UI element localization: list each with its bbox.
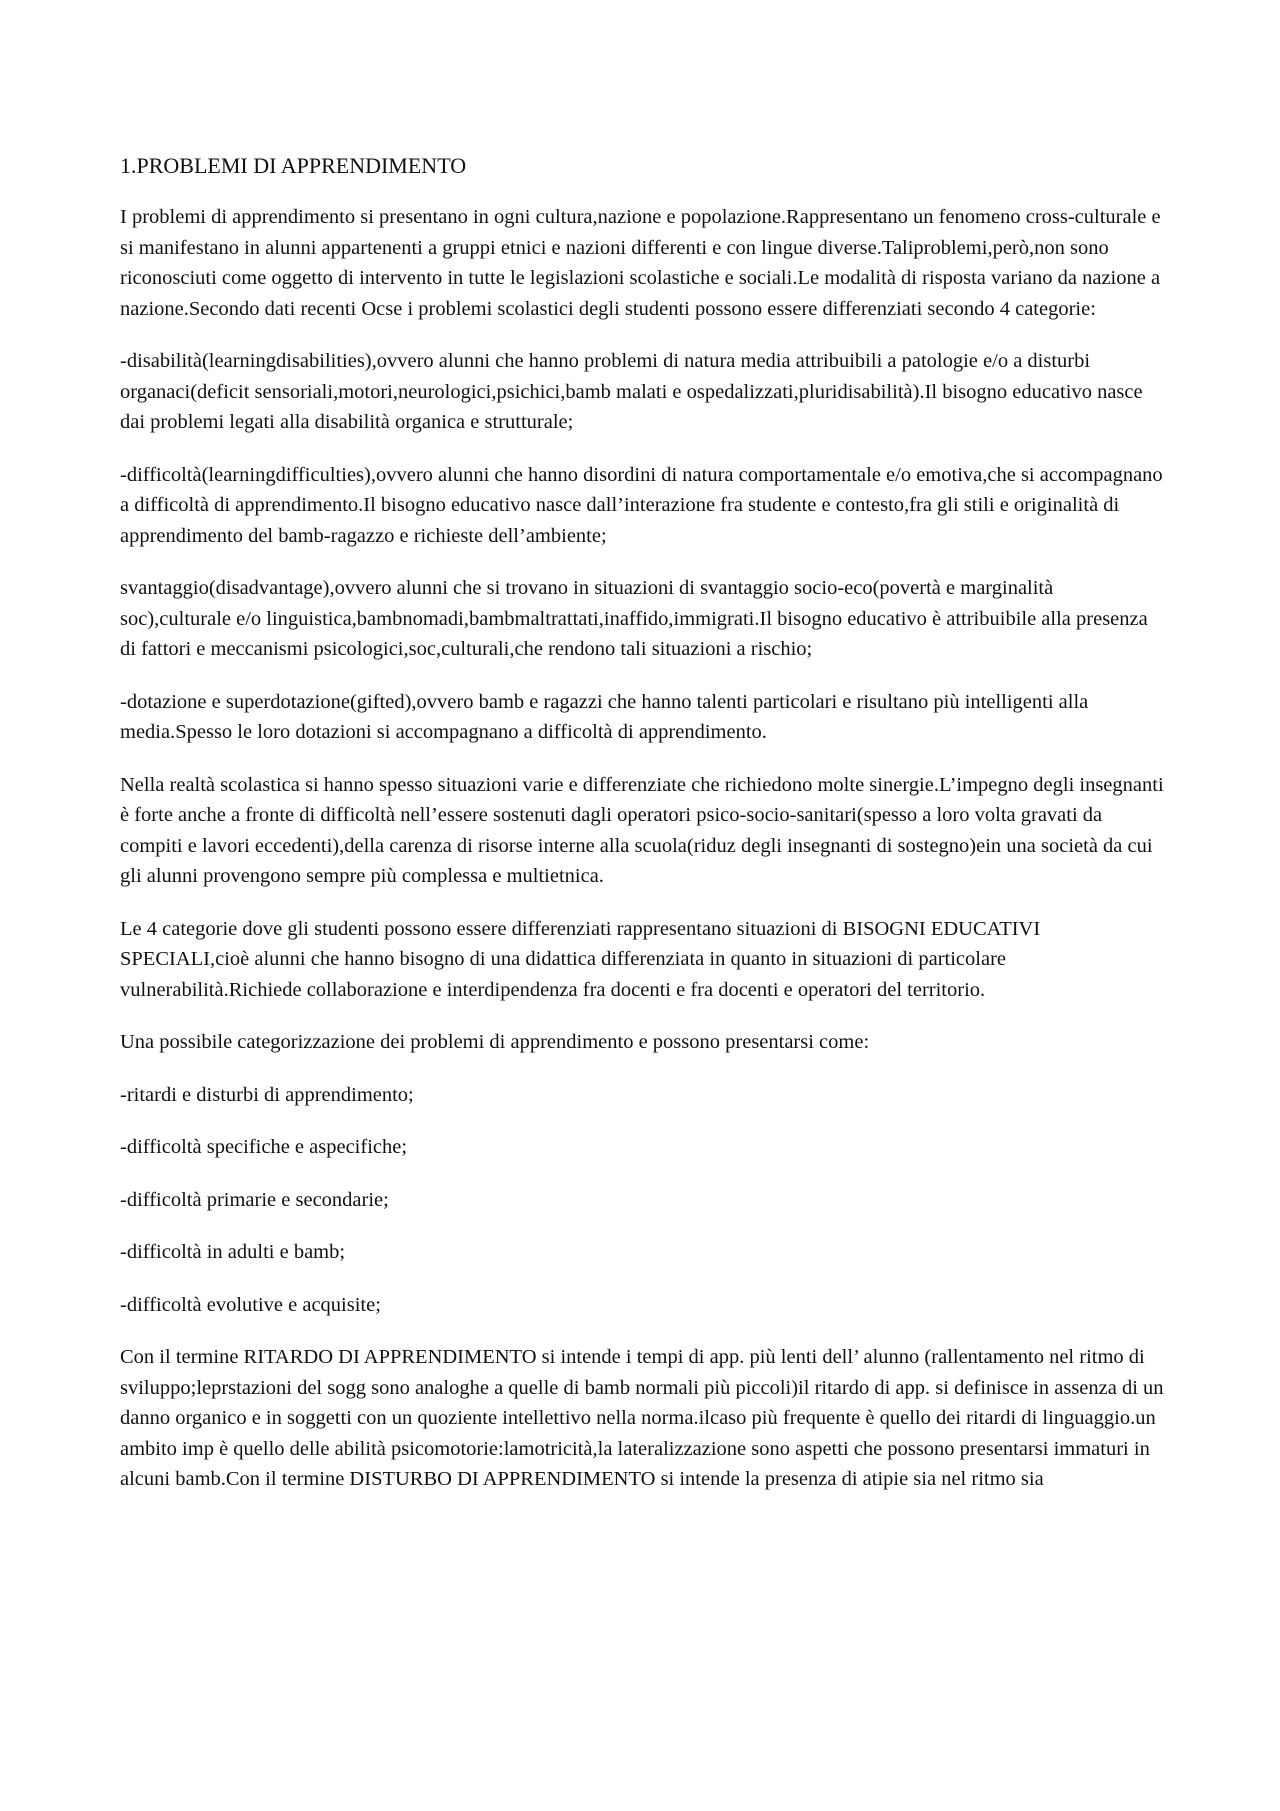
list-item-ritardi: -ritardi e disturbi di apprendimento; <box>120 1083 414 1106</box>
paragraph-svantaggio: svantaggio(disadvantage),ovvero alunni che si trovano in situazioni di svantaggio socio-eco(povertà e marginalità soc),culturale e/o linguistica,bambnomadi,bambmaltrattati,inaffido,immigrati.Il bisogno educativo è attribuibile alla presenza di fattori e meccanismi psicologici,soc,culturali,che rendono tali situazioni a rischio; <box>120 577 1148 660</box>
paragraph-realta-scolastica: Nella realtà scolastica si hanno spesso situazioni varie e differenziate che richiedono molte sinergie.L’impegno degli insegnanti è forte anche a fronte di difficoltà nell’essere sostenuti dagli operatori psico-socio-sanitari(spesso a loro volta gravati da compiti e lavori eccedenti),della carenza di risorse interne alla scuola(riduz degli insegnanti di sostegno)ein una società da cui gli alunni provengono sempre più complessa e multietnica. <box>120 773 1164 887</box>
paragraph-disabilita: -disabilità(learningdisabilities),ovvero alunni che hanno problemi di natura media attribuibili a patologie e/o a disturbi organaci(deficit sensoriali,motori,neurologici,psichici,bamb malati e ospedalizzati,pluridisabilità).Il bisogno educativo nasce dai problemi legati alla disabilità organica e strutturale; <box>120 350 1143 433</box>
paragraph-difficolta: -difficoltà(learningdifficulties),ovvero alunni che hanno disordini di natura comportamentale e/o emotiva,che si accompagnano a difficoltà di apprendimento.Il bisogno educativo nasce dall’interazione fra studente e contesto,fra gli stili e originalità di apprendimento del bamb-ragazzo e richieste dell’ambiente; <box>120 463 1163 547</box>
document-page <box>120 150 1165 1517</box>
paragraph-categorizzazione: Una possibile categorizzazione dei problemi di apprendimento e possono presentarsi come: <box>120 1031 870 1053</box>
paragraph-dotazione: -dotazione e superdotazione(gifted),ovvero bamb e ragazzi che hanno talenti particolari e risultano più intelligenti alla media.Spesso le loro dotazioni si accompagnano a difficoltà di apprendimento. <box>120 690 1089 743</box>
list-item-adulti: -difficoltà in adulti e bamb; <box>120 1241 346 1263</box>
list-item-primarie: -difficoltà primarie e secondarie; <box>120 1188 389 1211</box>
paragraph-ritardo-disturbo: Con il termine RITARDO DI APPRENDIMENTO si intende i tempi di app. più lenti dell’ alunno (rallentamento nel ritmo di sviluppo;leprstazioni del sogg sono analoghe a quelle di bamb normali più piccoli)il ritardo di app. si definisce in assenza di un danno organico e in soggetti con un quoziente intellettivo nella norma.ilcaso più frequente è quello dei ritardi di linguaggio.un ambito imp è quello delle abilità psicomotorie:lamotricità,la lateralizzazione sono aspetti che possono presentarsi immaturi in alcuni bamb.Con il termine DISTURBO DI APPRENDIMENTO si intende la presenza di atipie sia nel ritmo sia <box>120 1346 1164 1490</box>
paragraph-bisogni-educativi: Le 4 categorie dove gli studenti possono essere differenziati rappresentano situazioni di BISOGNI EDUCATIVI SPECIALI,cioè alunni che hanno bisogno di una didattica differenziata in quanto in situazioni di particolare vulnerabilità.Richiede collaborazione e interdipendenza fra docenti e fra docenti e operatori del territorio. <box>120 917 1041 1001</box>
list-item-evolutive: -difficoltà evolutive e acquisite; <box>120 1293 381 1316</box>
list-item-specifiche: -difficoltà specifiche e aspecifiche; <box>120 1136 408 1158</box>
document-title: 1.PROBLEMI DI APPRENDIMENTO <box>120 153 467 178</box>
paragraph-intro: I problemi di apprendimento si presentano in ogni cultura,nazione e popolazione.Rappresentano un fenomeno cross-culturale e si manifestano in alunni appartenenti a gruppi etnici e nazioni differenti e con lingue diverse.Taliproblemi,però,non sono riconosciuti come oggetto di intervento in tutte le legislazioni scolastiche e sociali.Le modalità di risposta variano da nazione a nazione.Secondo dati recenti Ocse i problemi scolastici degli studenti possono essere differenziati secondo 4 categorie: <box>120 206 1161 320</box>
